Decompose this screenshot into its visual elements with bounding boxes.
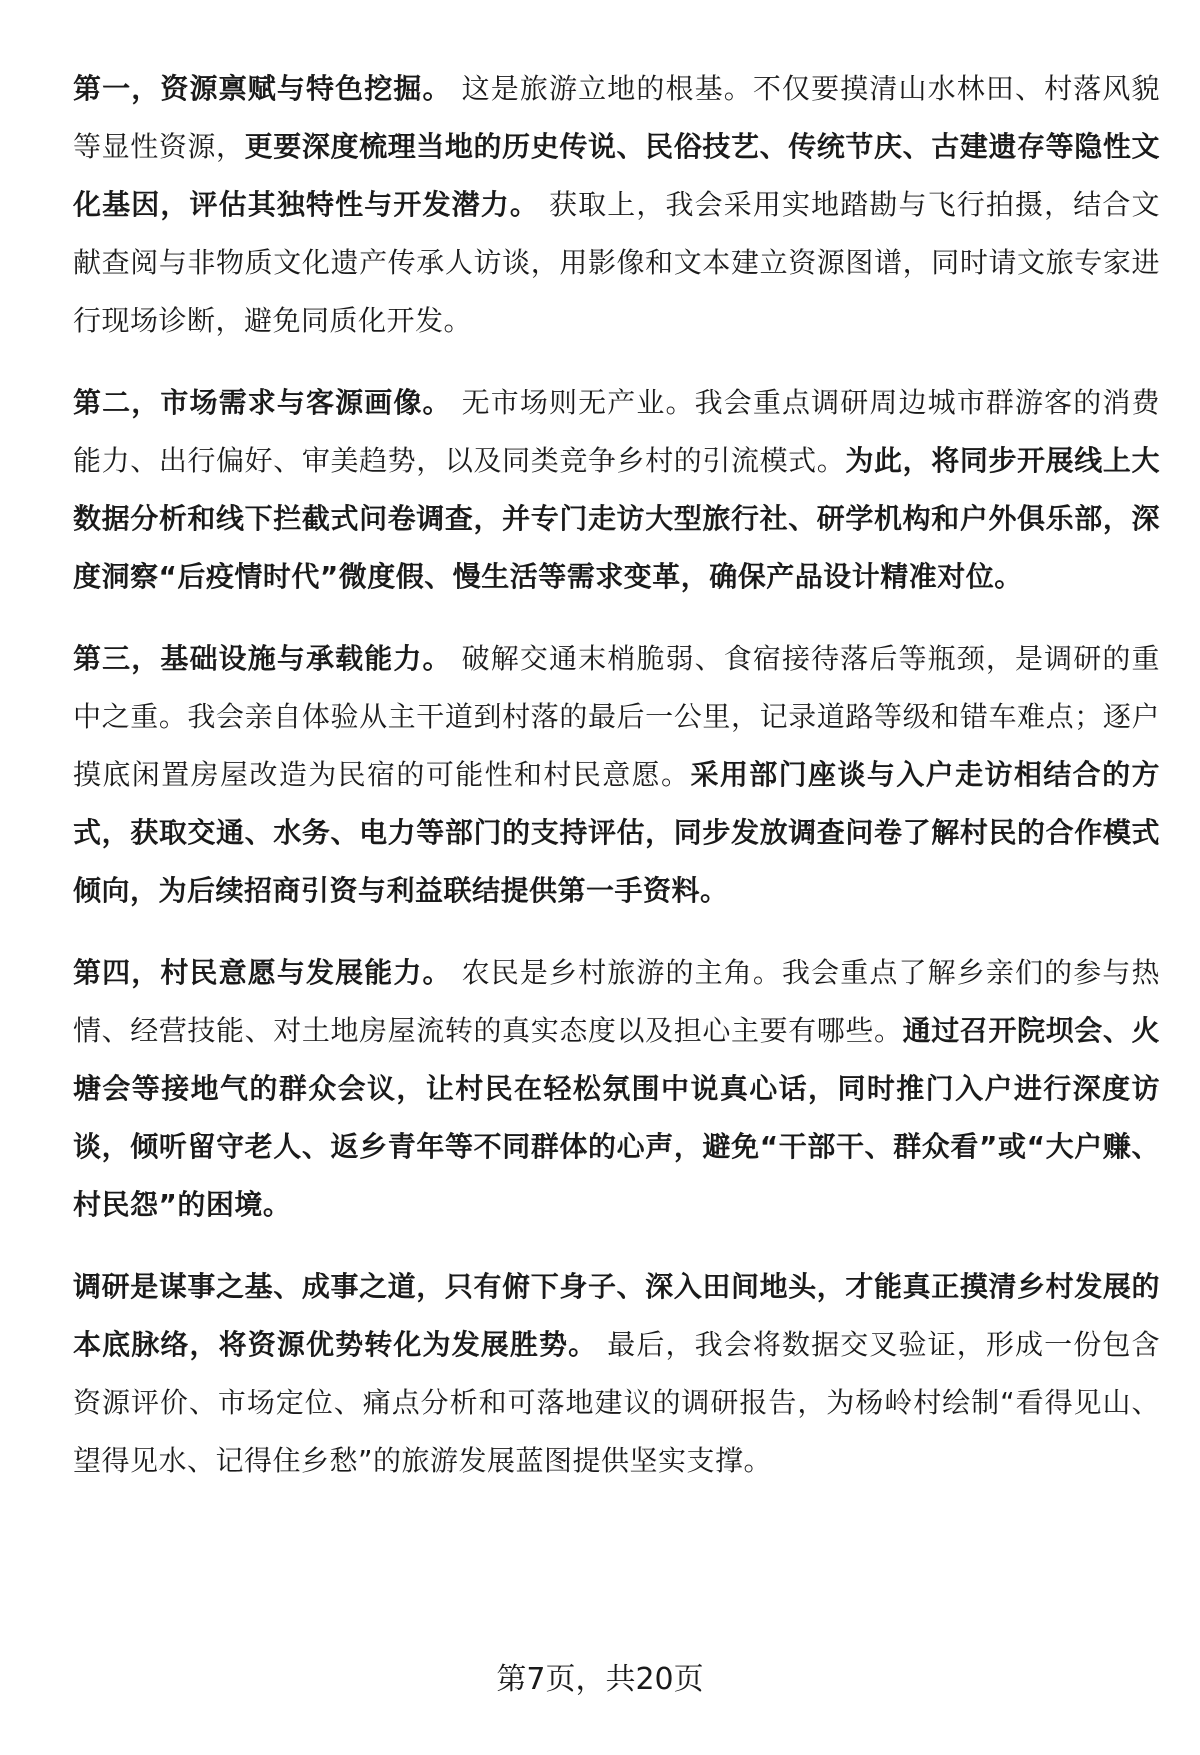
paragraph-emphasis: 为此，将同步开展线上大数据分析和线下拦截式问卷调查，并专门走访大型旅行社、研学机构和户外俱乐部，深度洞察“后疫情时代”微度假、慢生活等需求变革，确保产品设计精准对位。 xyxy=(73,444,1160,593)
paragraph-villagers xyxy=(73,944,1160,1234)
paragraph-emphasis: 通过召开院坝会、火塘会等接地气的群众会议，让村民在轻松氛围中说真心话，同时推门入户进行深度访谈，倾听留守老人、返乡青年等不同群体的心声，避免“干部干、群众看”或“大户赚、村民怨”的困境。 xyxy=(73,1014,1160,1221)
body-content xyxy=(73,60,1160,1514)
paragraph-lead: 第四，村民意愿与发展能力。 xyxy=(73,956,452,989)
paragraph-resources xyxy=(73,60,1160,350)
paragraph-text: 最后，我会将数据交叉验证，形成一份包含资源评价、市场定位、痛点分析和可落地建议的调研报告，为杨岭村绘制“看得见山、望得见水、记得住乡愁”的旅游发展蓝图提供坚实支撑。 xyxy=(73,1328,1160,1477)
paragraph-text: 无市场则无产业。我会重点调研周边城市群游客的消费能力、出行偏好、审美趋势，以及同类竞争乡村的引流模式。 xyxy=(73,386,1160,477)
page-number: 第7页，共20页 xyxy=(496,1662,704,1697)
paragraph-lead: 第一，资源禀赋与特色挖掘。 xyxy=(73,72,452,105)
paragraph-emphasis: 采用部门座谈与入户走访相结合的方式，获取交通、水务、电力等部门的支持评估，同步发放调查问卷了解村民的合作模式倾向，为后续招商引资与利益联结提供第一手资料。 xyxy=(73,758,1160,907)
paragraph-text: 这是旅游立地的根基。不仅要摸清山水林田、村落风貌等显性资源， xyxy=(73,72,1160,163)
paragraph-lead: 第二，市场需求与客源画像。 xyxy=(73,386,452,419)
paragraph-lead: 第三，基础设施与承载能力。 xyxy=(73,642,452,675)
paragraph-market xyxy=(73,374,1160,606)
paragraph-emphasis: 更要深度梳理当地的历史传说、民俗技艺、传统节庆、古建遗存等隐性文化基因，评估其独特性与开发潜力。 xyxy=(73,130,1160,221)
paragraph-text: 农民是乡村旅游的主角。我会重点了解乡亲们的参与热情、经营技能、对土地房屋流转的真实态度以及担心主要有哪些。 xyxy=(73,956,1160,1047)
paragraph-text: 获取上，我会采用实地踏勘与飞行拍摄，结合文献查阅与非物质文化遗产传承人访谈，用影像和文本建立资源图谱，同时请文旅专家进行现场诊断，避免同质化开发。 xyxy=(73,188,1160,337)
paragraph-conclusion xyxy=(73,1258,1160,1490)
paragraph-lead: 调研是谋事之基、成事之道，只有俯下身子、深入田间地头，才能真正摸清乡村发展的本底脉络，将资源优势转化为发展胜势。 xyxy=(73,1270,1160,1361)
paragraph-infrastructure xyxy=(73,630,1160,920)
paragraph-text: 破解交通末梢脆弱、食宿接待落后等瓶颈，是调研的重中之重。我会亲自体验从主干道到村落的最后一公里，记录道路等级和错车难点；逐户摸底闲置房屋改造为民宿的可能性和村民意愿。 xyxy=(73,642,1160,791)
